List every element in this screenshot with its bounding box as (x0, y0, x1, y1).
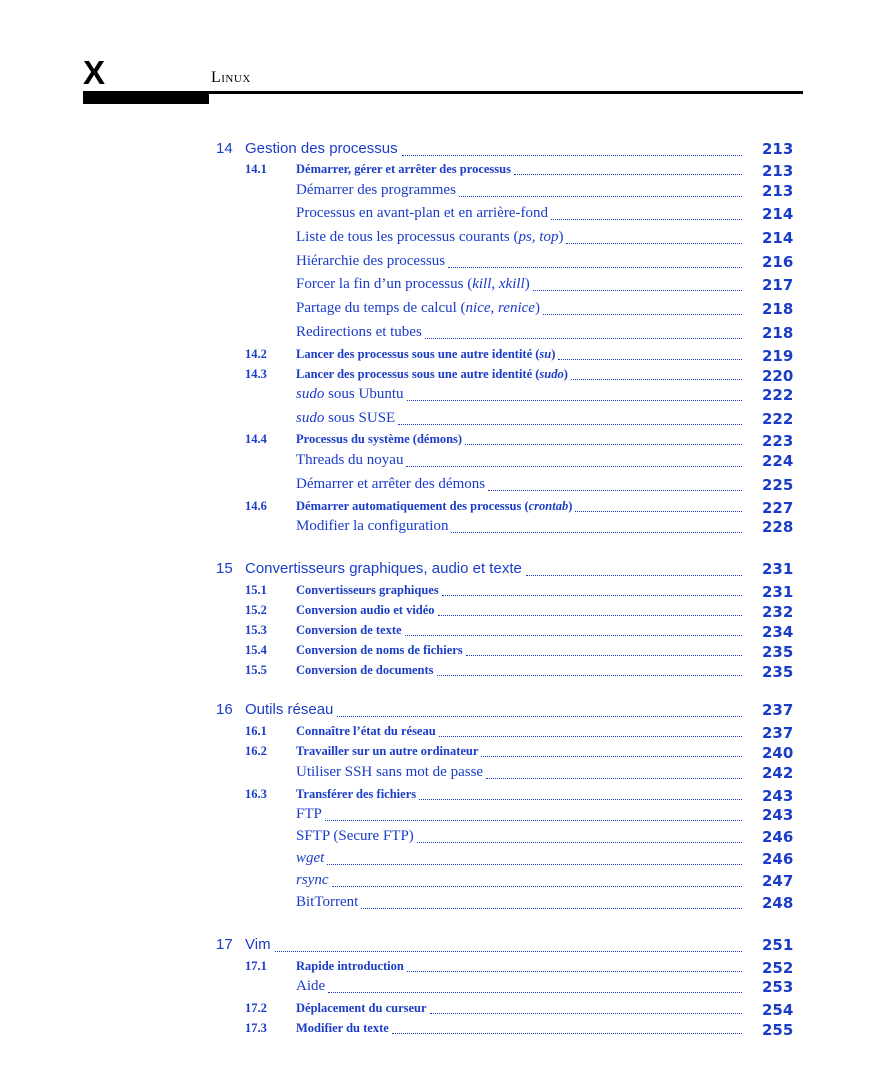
toc-page-number: 235 (762, 663, 794, 681)
dot-leader (402, 154, 742, 156)
toc-page-number: 222 (762, 386, 794, 404)
toc-page-number: 235 (762, 643, 794, 661)
toc-entry-sub (0, 324, 885, 346)
toc-entry-sub (0, 764, 885, 786)
dot-leader (419, 798, 742, 800)
toc-title: SFTP (Secure FTP) (296, 828, 417, 845)
dot-leader (332, 885, 742, 887)
toc-title: Transférer des fichiers (296, 787, 419, 802)
toc-page-number: 248 (762, 894, 794, 912)
toc-number: 16.1 (245, 724, 267, 738)
toc-page-number: 219 (762, 347, 794, 365)
toc-title: rsync (296, 872, 332, 889)
toc-entry-section (0, 724, 885, 746)
toc-entry-sub (0, 386, 885, 408)
toc-page-number: 218 (762, 300, 794, 318)
toc-page-number: 237 (762, 701, 794, 719)
toc-title: Hiérarchie des processus (296, 253, 448, 270)
toc-entry-sub (0, 410, 885, 432)
dot-leader (459, 195, 742, 197)
toc-number: 16.3 (245, 787, 267, 801)
dot-leader (451, 531, 742, 533)
toc-page-number: 252 (762, 959, 794, 977)
dot-leader (551, 218, 742, 220)
toc-entry-chapter (0, 140, 885, 162)
toc-entry-sub (0, 806, 885, 828)
dot-leader (486, 777, 742, 779)
dot-leader (361, 907, 742, 909)
toc-title: Vim (245, 936, 275, 953)
dot-leader (425, 337, 742, 339)
toc-entry-section (0, 623, 885, 645)
toc-entry-sub (0, 452, 885, 474)
toc-number: 17.2 (245, 1001, 267, 1015)
dot-leader (437, 674, 742, 676)
toc-title: Lancer des processus sous une autre identité (sudo) (296, 367, 571, 382)
toc-page-number: 223 (762, 432, 794, 450)
toc-number: 15.3 (245, 623, 267, 637)
toc-title: Threads du noyau (296, 452, 406, 469)
toc-title: Déplacement du curseur (296, 1001, 430, 1016)
toc-title: Liste de tous les processus courants (ps, top) (296, 229, 566, 246)
toc-title: Convertisseurs graphiques (296, 583, 442, 598)
dot-leader (406, 465, 742, 467)
toc-entry-sub (0, 978, 885, 1000)
dot-leader (533, 289, 742, 291)
toc-entry-sub (0, 182, 885, 204)
toc-number: 17.3 (245, 1021, 267, 1035)
toc-page-number: 218 (762, 324, 794, 342)
dot-leader (392, 1032, 742, 1034)
dot-leader (430, 1012, 742, 1014)
toc-title: Démarrer, gérer et arrêter des processus (296, 162, 514, 177)
toc-title: Processus en avant-plan et en arrière-fond (296, 205, 551, 222)
toc-title: Utiliser SSH sans mot de passe (296, 764, 486, 781)
toc-page-number: 253 (762, 978, 794, 996)
dot-leader (407, 970, 742, 972)
toc-number: 16.2 (245, 744, 267, 758)
toc-entry-chapter (0, 701, 885, 723)
dot-leader (571, 378, 742, 380)
toc-entry-section (0, 583, 885, 605)
dot-leader (438, 614, 742, 616)
toc-page-number: 213 (762, 140, 794, 158)
toc-title: sudo sous Ubuntu (296, 386, 407, 403)
toc-page-number: 255 (762, 1021, 794, 1039)
toc-page-number: 251 (762, 936, 794, 954)
toc-title: Démarrer des programmes (296, 182, 459, 199)
dot-leader (566, 242, 742, 244)
dot-leader (575, 510, 742, 512)
toc-number: 14.2 (245, 347, 267, 361)
toc-entry-sub (0, 518, 885, 540)
dot-leader (442, 594, 742, 596)
toc-page-number: 214 (762, 229, 794, 247)
toc-page-number: 232 (762, 603, 794, 621)
toc-page-number: 243 (762, 806, 794, 824)
toc-number: 14 (216, 140, 233, 157)
dot-leader (275, 950, 742, 952)
toc-title: Gestion des processus (245, 140, 402, 157)
dot-leader (337, 715, 742, 717)
toc-page-number: 246 (762, 828, 794, 846)
toc-entry-sub (0, 476, 885, 498)
dot-leader (481, 755, 742, 757)
chapter-mark: X (83, 54, 106, 91)
toc-number: 17 (216, 936, 233, 953)
dot-leader (417, 841, 742, 843)
toc-title: wget (296, 850, 327, 867)
running-title: Linux (211, 69, 251, 86)
dot-leader (439, 735, 742, 737)
dot-leader (398, 423, 742, 425)
toc-page-number: 227 (762, 499, 794, 517)
dot-leader (558, 358, 742, 360)
toc-page-number: 254 (762, 1001, 794, 1019)
toc-title: Conversion audio et vidéo (296, 603, 438, 618)
toc-entry-sub (0, 850, 885, 872)
toc-title: sudo sous SUSE (296, 410, 398, 427)
toc-number: 14.1 (245, 162, 267, 176)
toc-title: Convertisseurs graphiques, audio et texte (245, 560, 526, 577)
toc-title: Conversion de noms de fichiers (296, 643, 466, 658)
toc-number: 16 (216, 701, 233, 718)
toc-title: Conversion de documents (296, 663, 437, 678)
toc-title: Processus du système (démons) (296, 432, 465, 447)
toc-entry-sub (0, 300, 885, 322)
toc-title: Rapide introduction (296, 959, 407, 974)
toc-title: Lancer des processus sous une autre identité (su) (296, 347, 558, 362)
toc-title: Aide (296, 978, 328, 995)
toc-number: 15.5 (245, 663, 267, 677)
toc-title: Modifier du texte (296, 1021, 392, 1036)
dot-leader (448, 266, 742, 268)
dot-leader (466, 654, 742, 656)
toc-entry-section (0, 162, 885, 184)
toc-title: Modifier la configuration (296, 518, 451, 535)
toc-page-number: 242 (762, 764, 794, 782)
toc-title: FTP (296, 806, 325, 823)
toc-number: 17.1 (245, 959, 267, 973)
dot-leader (327, 863, 742, 865)
toc-entry-sub (0, 229, 885, 251)
toc-entry-section (0, 1021, 885, 1043)
dot-leader (526, 574, 742, 576)
toc-entry-sub (0, 894, 885, 916)
toc-page-number: 234 (762, 623, 794, 641)
toc-title: Démarrer et arrêter des démons (296, 476, 488, 493)
toc-title: Forcer la fin d’un processus (kill, xkill) (296, 276, 533, 293)
dot-leader (407, 399, 742, 401)
toc-title: BitTorrent (296, 894, 361, 911)
toc-page-number: 217 (762, 276, 794, 294)
toc-page-number: 246 (762, 850, 794, 868)
toc-page-number: 243 (762, 787, 794, 805)
toc-title: Conversion de texte (296, 623, 405, 638)
toc-page-number: 216 (762, 253, 794, 271)
toc-page-number: 231 (762, 583, 794, 601)
toc-entry-section (0, 432, 885, 454)
toc-page-number: 213 (762, 182, 794, 200)
toc-page-number: 222 (762, 410, 794, 428)
toc-entry-section (0, 744, 885, 766)
toc-number: 15 (216, 560, 233, 577)
dot-leader (514, 173, 742, 175)
toc-number: 15.2 (245, 603, 267, 617)
toc-page-number: 225 (762, 476, 794, 494)
toc-number: 15.1 (245, 583, 267, 597)
toc-page-number: 228 (762, 518, 794, 536)
toc-title: Démarrer automatiquement des processus (crontab) (296, 499, 575, 514)
toc-entry-sub (0, 253, 885, 275)
dot-leader (328, 991, 742, 993)
toc-entry-sub (0, 828, 885, 850)
toc-page-number: 220 (762, 367, 794, 385)
toc-page-number: 224 (762, 452, 794, 470)
toc-page-number: 240 (762, 744, 794, 762)
toc-title: Connaître l’état du réseau (296, 724, 439, 739)
toc-title: Travailler sur un autre ordinateur (296, 744, 481, 759)
toc-number: 14.4 (245, 432, 267, 446)
toc-entry-sub (0, 205, 885, 227)
toc-number: 15.4 (245, 643, 267, 657)
dot-leader (405, 634, 742, 636)
toc-entry-sub (0, 276, 885, 298)
toc-number: 14.6 (245, 499, 267, 513)
toc-page-number: 214 (762, 205, 794, 223)
toc-title: Partage du temps de calcul (nice, renice) (296, 300, 543, 317)
dot-leader (465, 443, 742, 445)
toc-number: 14.3 (245, 367, 267, 381)
toc-entry-section (0, 1001, 885, 1023)
toc-page-number: 237 (762, 724, 794, 742)
toc-entry-chapter (0, 936, 885, 958)
toc-page-number: 231 (762, 560, 794, 578)
toc-entry-chapter (0, 560, 885, 582)
toc-entry-section (0, 663, 885, 685)
dot-leader (325, 819, 742, 821)
toc-title: Redirections et tubes (296, 324, 425, 341)
toc-entry-section (0, 347, 885, 369)
dot-leader (488, 489, 742, 491)
toc-entry-sub (0, 872, 885, 894)
toc-entry-section (0, 643, 885, 665)
toc-title: Outils réseau (245, 701, 337, 718)
toc-entry-section (0, 603, 885, 625)
dot-leader (543, 313, 742, 315)
toc-page-number: 213 (762, 162, 794, 180)
toc-page-number: 247 (762, 872, 794, 890)
